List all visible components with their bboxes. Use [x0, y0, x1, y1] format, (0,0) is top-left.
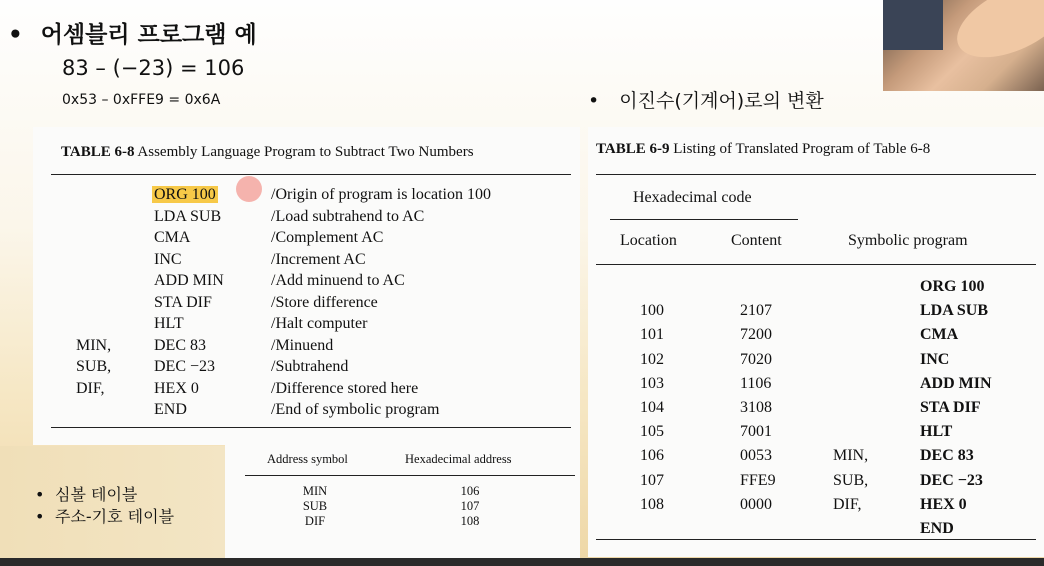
addr-symbols	[285, 484, 345, 529]
listing-content	[740, 517, 776, 541]
row-comment: /Subtrahend	[271, 358, 349, 375]
slide-title	[8, 16, 257, 49]
listing-label: MIN,	[833, 447, 869, 465]
row-comment: /Load subtrahend to AC	[271, 207, 425, 225]
label-column	[833, 275, 868, 541]
listing-instruction: END	[920, 519, 954, 537]
listing-label	[833, 517, 868, 541]
row-label	[76, 206, 111, 228]
row-instruction: ADD MIN	[154, 272, 224, 289]
listing-instruction: LDA SUB	[920, 302, 989, 320]
listing-content: FFE9	[740, 471, 776, 489]
table-rule-bottom	[596, 539, 1036, 540]
listing-content: 7200	[740, 326, 772, 344]
conversion-bullet: •	[588, 90, 600, 112]
symbol-notes	[35, 484, 174, 528]
listing-location	[640, 517, 664, 541]
listing-instruction: HLT	[920, 423, 953, 441]
note-bullet: •	[35, 485, 45, 504]
header-rule	[596, 264, 1036, 265]
webcam-overlay	[883, 0, 1044, 91]
row-label	[76, 270, 111, 292]
listing-content: 7020	[740, 350, 772, 368]
listing-label	[833, 348, 868, 372]
addr-hex: 107	[460, 499, 480, 513]
listing-label	[833, 420, 868, 444]
table-rule-top	[596, 174, 1036, 175]
group-header: Hexadecimal code	[633, 189, 752, 206]
addr-rule	[245, 475, 575, 476]
row-comment: /Difference stored here	[271, 379, 419, 397]
table-rule-top	[51, 174, 571, 175]
row-comment: /Minuend	[271, 336, 334, 354]
addr-symbol: DIF	[304, 514, 326, 528]
row-comment: /Complement AC	[271, 229, 384, 246]
row-comment: /Origin of program is location 100	[271, 186, 491, 203]
row-comment: /Add minuend to AC	[271, 272, 405, 289]
listing-content: 2107	[740, 302, 772, 320]
listing-content: 3108	[740, 398, 772, 416]
addr-symbol: SUB	[302, 499, 328, 513]
table-6-8-caption	[61, 144, 474, 161]
listing-label: SUB,	[833, 471, 869, 489]
listing-location	[640, 275, 664, 299]
symbolic-column	[920, 275, 992, 541]
listing-location: 108	[640, 495, 664, 513]
note-text: 심볼 테이블	[55, 485, 138, 504]
table-6-9-title: Listing of Translated Program of Table 6-8	[673, 141, 931, 157]
listing-label: DIF,	[833, 495, 862, 513]
presenter-arm	[946, 0, 1044, 73]
addr-col-symbol-header: Address symbol	[267, 452, 348, 466]
row-comment: /Store difference	[271, 293, 378, 311]
location-header: Location	[620, 232, 677, 249]
listing-location: 107	[640, 471, 664, 489]
equation-hex: 0x53 – 0xFFE9 = 0x6A	[62, 92, 221, 108]
address-symbol-table	[225, 440, 580, 558]
row-label: DIF,	[76, 379, 105, 397]
row-instruction: DEC −23	[154, 358, 216, 375]
content-header: Content	[731, 232, 782, 249]
bottom-strip	[0, 558, 1044, 566]
title-text: 어셈블리 프로그램 예	[40, 22, 257, 48]
symbol-note-item	[35, 506, 174, 528]
row-label	[76, 184, 111, 206]
listing-location: 100	[640, 302, 664, 320]
instruction-column	[154, 184, 224, 421]
listing-label	[833, 323, 868, 347]
content-column	[740, 275, 776, 541]
row-instruction: LDA SUB	[154, 207, 222, 225]
row-label: MIN,	[76, 336, 112, 354]
row-comment: /Increment AC	[271, 250, 366, 268]
addr-col-hex-header: Hexadecimal address	[405, 452, 512, 466]
row-instruction: DEC 83	[154, 336, 206, 354]
table-rule-bottom	[51, 427, 571, 428]
listing-content: 7001	[740, 423, 772, 441]
row-instruction: ORG 100	[154, 186, 216, 203]
group-rule	[610, 219, 798, 220]
listing-instruction: DEC 83	[920, 447, 974, 465]
table-6-9	[588, 127, 1044, 557]
listing-content: 0000	[740, 495, 772, 513]
listing-instruction: DEC −23	[920, 471, 983, 489]
table-6-8-title: Assembly Language Program to Subtract Two Numbers	[137, 144, 474, 160]
addr-hexes	[440, 484, 500, 529]
listing-instruction: CMA	[920, 326, 959, 344]
listing-instruction: HEX 0	[920, 495, 967, 513]
listing-label	[833, 396, 868, 420]
listing-label	[833, 372, 868, 396]
listing-location: 101	[640, 326, 664, 344]
pointer-highlight	[236, 176, 262, 202]
listing-location: 103	[640, 374, 664, 392]
row-label	[76, 313, 111, 335]
table-6-8	[33, 127, 580, 445]
listing-content	[740, 275, 776, 299]
note-bullet: •	[35, 507, 45, 526]
row-label	[76, 292, 111, 314]
row-instruction: END	[154, 401, 187, 418]
row-instruction: STA DIF	[154, 293, 212, 311]
listing-instruction: ADD MIN	[920, 374, 992, 392]
symbol-note-item	[35, 484, 174, 506]
comment-column	[271, 184, 491, 421]
conversion-heading	[588, 86, 824, 113]
location-column	[640, 275, 664, 541]
table-6-9-number: TABLE 6-9	[596, 141, 670, 157]
listing-instruction: ORG 100	[920, 278, 985, 295]
row-instruction: HEX 0	[154, 379, 199, 397]
addr-symbol: MIN	[302, 484, 328, 498]
addr-hex: 106	[460, 484, 480, 498]
presenter-shirt	[883, 0, 943, 50]
note-text: 주소-기호 테이블	[55, 507, 175, 526]
row-comment: /Halt computer	[271, 315, 368, 332]
labels-column	[76, 184, 111, 421]
listing-instruction: STA DIF	[920, 398, 981, 416]
listing-label	[833, 299, 868, 323]
row-label	[76, 227, 111, 249]
table-6-8-number: TABLE 6-8	[61, 144, 135, 160]
table-6-9-caption	[596, 141, 930, 158]
addr-hex: 108	[460, 514, 480, 528]
row-comment: /End of symbolic program	[271, 401, 440, 418]
conversion-label: 이진수(기계어)로의 변환	[619, 90, 824, 112]
listing-content: 0053	[740, 447, 772, 465]
equation-decimal: 83 – (−23) = 106	[62, 56, 245, 80]
title-bullet: •	[8, 22, 23, 48]
row-label	[76, 399, 111, 421]
symbolic-header: Symbolic program	[848, 232, 968, 249]
listing-instruction: INC	[920, 350, 950, 368]
row-instruction: HLT	[154, 315, 184, 332]
row-instruction: CMA	[154, 229, 191, 246]
row-label	[76, 249, 111, 271]
listing-content: 1106	[740, 374, 772, 392]
row-label: SUB,	[76, 358, 112, 375]
listing-location: 104	[640, 398, 664, 416]
listing-label	[833, 275, 868, 299]
listing-location: 105	[640, 423, 664, 441]
row-instruction: INC	[154, 250, 182, 268]
listing-location: 106	[640, 447, 664, 465]
listing-location: 102	[640, 350, 664, 368]
